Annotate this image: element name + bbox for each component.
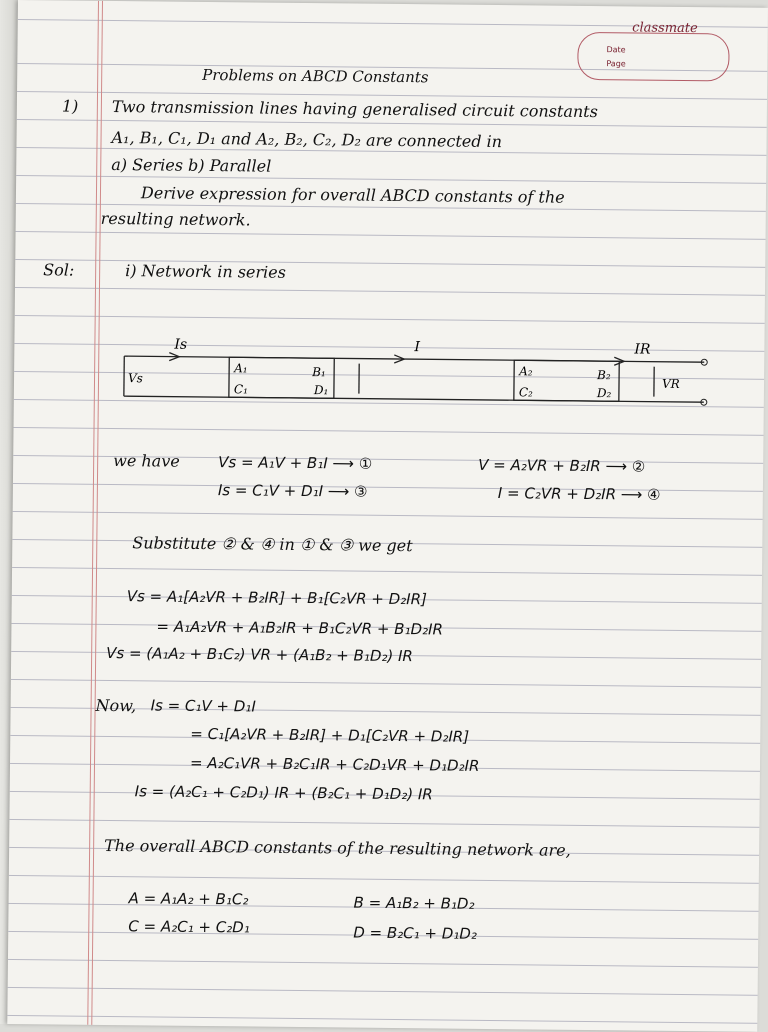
voltage-vs: Vs bbox=[128, 371, 143, 385]
now-text: Now, bbox=[96, 696, 137, 715]
is-result: Is = (A₂C₁ + C₂D₁) IR + (B₂C₁ + D₁D₂) IR bbox=[135, 782, 433, 803]
current-i: I bbox=[413, 339, 420, 355]
vs-step-2: = A₁A₂VR + A₁B₂IR + B₁C₂VR + B₁D₂IR bbox=[156, 617, 443, 638]
const-d1: D₁ bbox=[313, 383, 329, 397]
vs-result: Vs = (A₁A₂ + B₁C₂) VR + (A₁B₂ + B₁D₂) IR bbox=[106, 644, 413, 665]
current-ir: IR bbox=[633, 341, 651, 357]
is-step-1: Is = C₁V + D₁I bbox=[151, 696, 256, 715]
question-line: Two transmission lines having generalised circuit constants bbox=[112, 97, 598, 121]
const-c2: C₂ bbox=[519, 385, 533, 399]
result-a: A = A₁A₂ + B₁C₂ bbox=[129, 889, 249, 908]
vs-step-1: Vs = A₁[A₂VR + B₂IR] + B₁[C₂VR + D₂IR] bbox=[127, 587, 427, 608]
const-c1: C₁ bbox=[234, 382, 248, 396]
brand-logo: classmate bbox=[632, 20, 698, 36]
current-is: Is bbox=[173, 337, 187, 353]
equation-3: Is = C₁V + D₁I ⟶ ③ bbox=[218, 481, 368, 501]
const-a1: A₁ bbox=[233, 361, 248, 375]
page-label: Page bbox=[606, 59, 625, 68]
equation-1: Vs = A₁V + B₁I ⟶ ① bbox=[218, 453, 372, 473]
overall-text: The overall ABCD constants of the resulting network are, bbox=[104, 836, 571, 860]
equation-2: V = A₂VR + B₂IR ⟶ ② bbox=[478, 456, 645, 476]
solution-label: Sol: bbox=[43, 260, 74, 279]
date-page-box bbox=[577, 32, 729, 82]
result-b: B = A₁B₂ + B₁D₂ bbox=[353, 894, 474, 913]
solution-subheading: i) Network in series bbox=[125, 261, 286, 282]
result-c: C = A₂C₁ + C₂D₁ bbox=[128, 917, 250, 936]
question-line: A₁, B₁, C₁, D₁ and A₂, B₂, C₂, D₂ are connected in bbox=[111, 128, 502, 151]
date-label: Date bbox=[606, 45, 625, 54]
question-line: a) Series b) Parallel bbox=[111, 155, 271, 176]
substitute-text: Substitute ② & ④ in ① & ③ we get bbox=[132, 533, 412, 555]
series-network-diagram bbox=[114, 336, 735, 432]
result-d: D = B₂C₁ + D₁D₂ bbox=[353, 924, 477, 943]
question-line: resulting network. bbox=[101, 209, 251, 230]
equation-4: I = C₂VR + D₂IR ⟶ ④ bbox=[498, 484, 661, 504]
is-step-3: = A₂C₁VR + B₂C₁IR + C₂D₁VR + D₁D₂IR bbox=[190, 754, 480, 775]
we-have-text: we have bbox=[113, 451, 180, 471]
const-a2: A₂ bbox=[518, 364, 533, 378]
const-b2: B₂ bbox=[596, 368, 611, 382]
question-line: Derive expression for overall ABCD constants of the bbox=[141, 183, 565, 206]
notebook-page bbox=[7, 0, 768, 1032]
question-number: 1) bbox=[62, 96, 79, 115]
page-title: Problems on ABCD Constants bbox=[202, 66, 429, 86]
const-b1: B₁ bbox=[311, 365, 326, 379]
is-step-2: = C₁[A₂VR + B₂IR] + D₁[C₂VR + D₂IR] bbox=[190, 725, 469, 746]
voltage-vr: VR bbox=[662, 377, 680, 391]
const-d2: D₂ bbox=[596, 386, 612, 400]
